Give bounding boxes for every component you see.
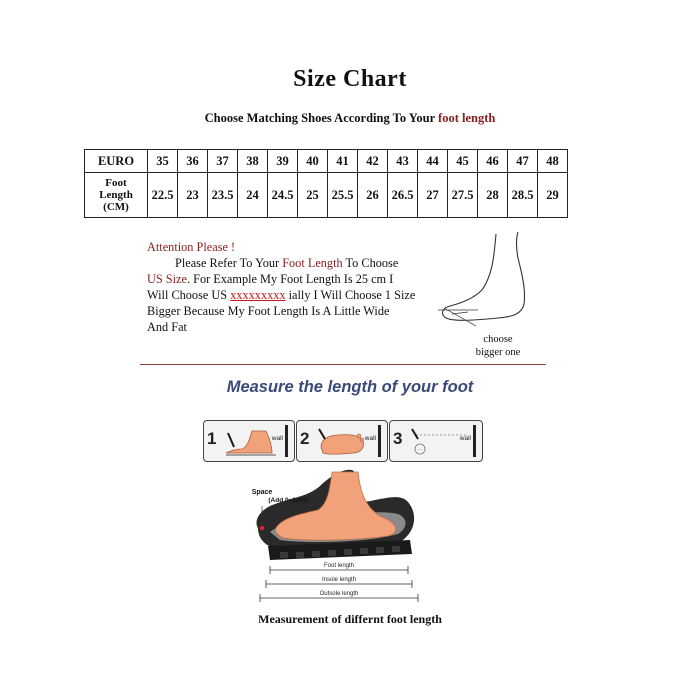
choose-bigger-note [470,333,526,359]
attention-foot-length: Foot Length [282,256,343,270]
foot-length-cell: 28.5 [508,173,538,218]
foot-length-header-line1: Foot [105,177,127,189]
step-number: 3 [393,429,403,448]
subtitle-highlight: foot length [438,111,496,125]
svg-text:~~: ~~ [417,447,423,452]
insole-length-label: Insole length [321,577,357,583]
space-value: (Add 0~1cm) [268,497,308,504]
euro-row [85,150,568,173]
euro-size-cell: 46 [478,150,508,173]
euro-size-cell: 48 [538,150,568,173]
euro-size-cell: 42 [358,150,388,173]
foot-step-1-icon [220,425,280,459]
step-1-panel [203,420,295,462]
euro-size-cell: 36 [178,150,208,173]
wall-bar [378,425,381,457]
foot-step-2-icon [313,425,371,459]
foot-length-row [85,173,568,218]
step-number: 2 [300,429,310,448]
size-table [84,149,568,218]
euro-size-cell: 44 [418,150,448,173]
attention-us-size: US Size [147,272,187,286]
foot-length-cell: 24 [238,173,268,218]
foot-length-cell: 25.5 [328,173,358,218]
foot-length-cell: 24.5 [268,173,298,218]
step-2-panel [296,420,388,462]
choose-note-line1: choose [483,334,513,345]
step-number: 1 [207,429,217,448]
page-title: Size Chart [293,66,407,92]
choose-note-line2: bigger one [475,347,521,358]
attention-line-3 [147,287,447,303]
wall-bar [473,425,476,457]
foot-length-cell: 27 [418,173,448,218]
diagram-caption: Measurement of differnt foot length [258,612,442,626]
attention-line-4: Bigger Because My Foot Length Is A Little Wide [147,304,390,318]
euro-size-cell: 39 [268,150,298,173]
foot-length-cell: 29 [538,173,568,218]
euro-header: EURO [85,150,148,173]
wall-bar [285,425,288,457]
subtitle [0,111,700,126]
attention-text: . For Example My Foot Length Is 25 cm I [186,272,394,286]
attention-line-5: And Fat [147,320,187,334]
euro-size-cell: 37 [208,150,238,173]
space-label: Space [251,489,273,496]
foot-length-label: Foot length [323,563,355,569]
pointer-line [440,290,480,330]
attention-text: ially I Will Choose 1 Size [288,288,416,302]
euro-size-cell: 40 [298,150,328,173]
divider [140,364,546,365]
attention-text: Please Refer To Your [175,256,280,270]
attention-note [147,239,447,335]
euro-size-cell: 38 [238,150,268,173]
euro-size-cell: 47 [508,150,538,173]
wall-label: wall [271,435,283,442]
foot-length-cell: 23.5 [208,173,238,218]
foot-length-header [85,173,148,218]
foot-length-header-line2: Length [99,189,133,201]
euro-size-cell: 35 [148,150,178,173]
euro-size-cell: 41 [328,150,358,173]
measure-step-3-icon [406,425,468,459]
attention-line-2 [147,271,447,287]
foot-length-cell: 26 [358,173,388,218]
attention-line-1 [147,255,447,271]
foot-length-cell: 27.5 [448,173,478,218]
foot-length-cell: 26.5 [388,173,418,218]
foot-length-cell: 23 [178,173,208,218]
attention-text: Will Choose US [147,288,228,302]
euro-size-cell: 45 [448,150,478,173]
foot-length-cell: 28 [478,173,508,218]
wall-label: wall [459,435,471,442]
wall-label: wall [364,435,376,442]
measure-title: Measure the length of your foot [226,378,474,396]
foot-length-cell: 22.5 [148,173,178,218]
outsole-length-label: Outsole length [319,591,359,597]
euro-size-cell: 43 [388,150,418,173]
step-3-panel [389,420,483,462]
foot-length-header-line3: (CM) [103,201,129,213]
subtitle-prefix: Choose Matching Shoes According To Your [204,111,435,125]
attention-redacted: xxxxxxxxx [230,288,286,302]
attention-text: To Choose [345,256,399,270]
foot-length-cell: 25 [298,173,328,218]
attention-heading: Attention Please ! [147,240,236,254]
shoe-measurement-diagram [240,462,440,606]
